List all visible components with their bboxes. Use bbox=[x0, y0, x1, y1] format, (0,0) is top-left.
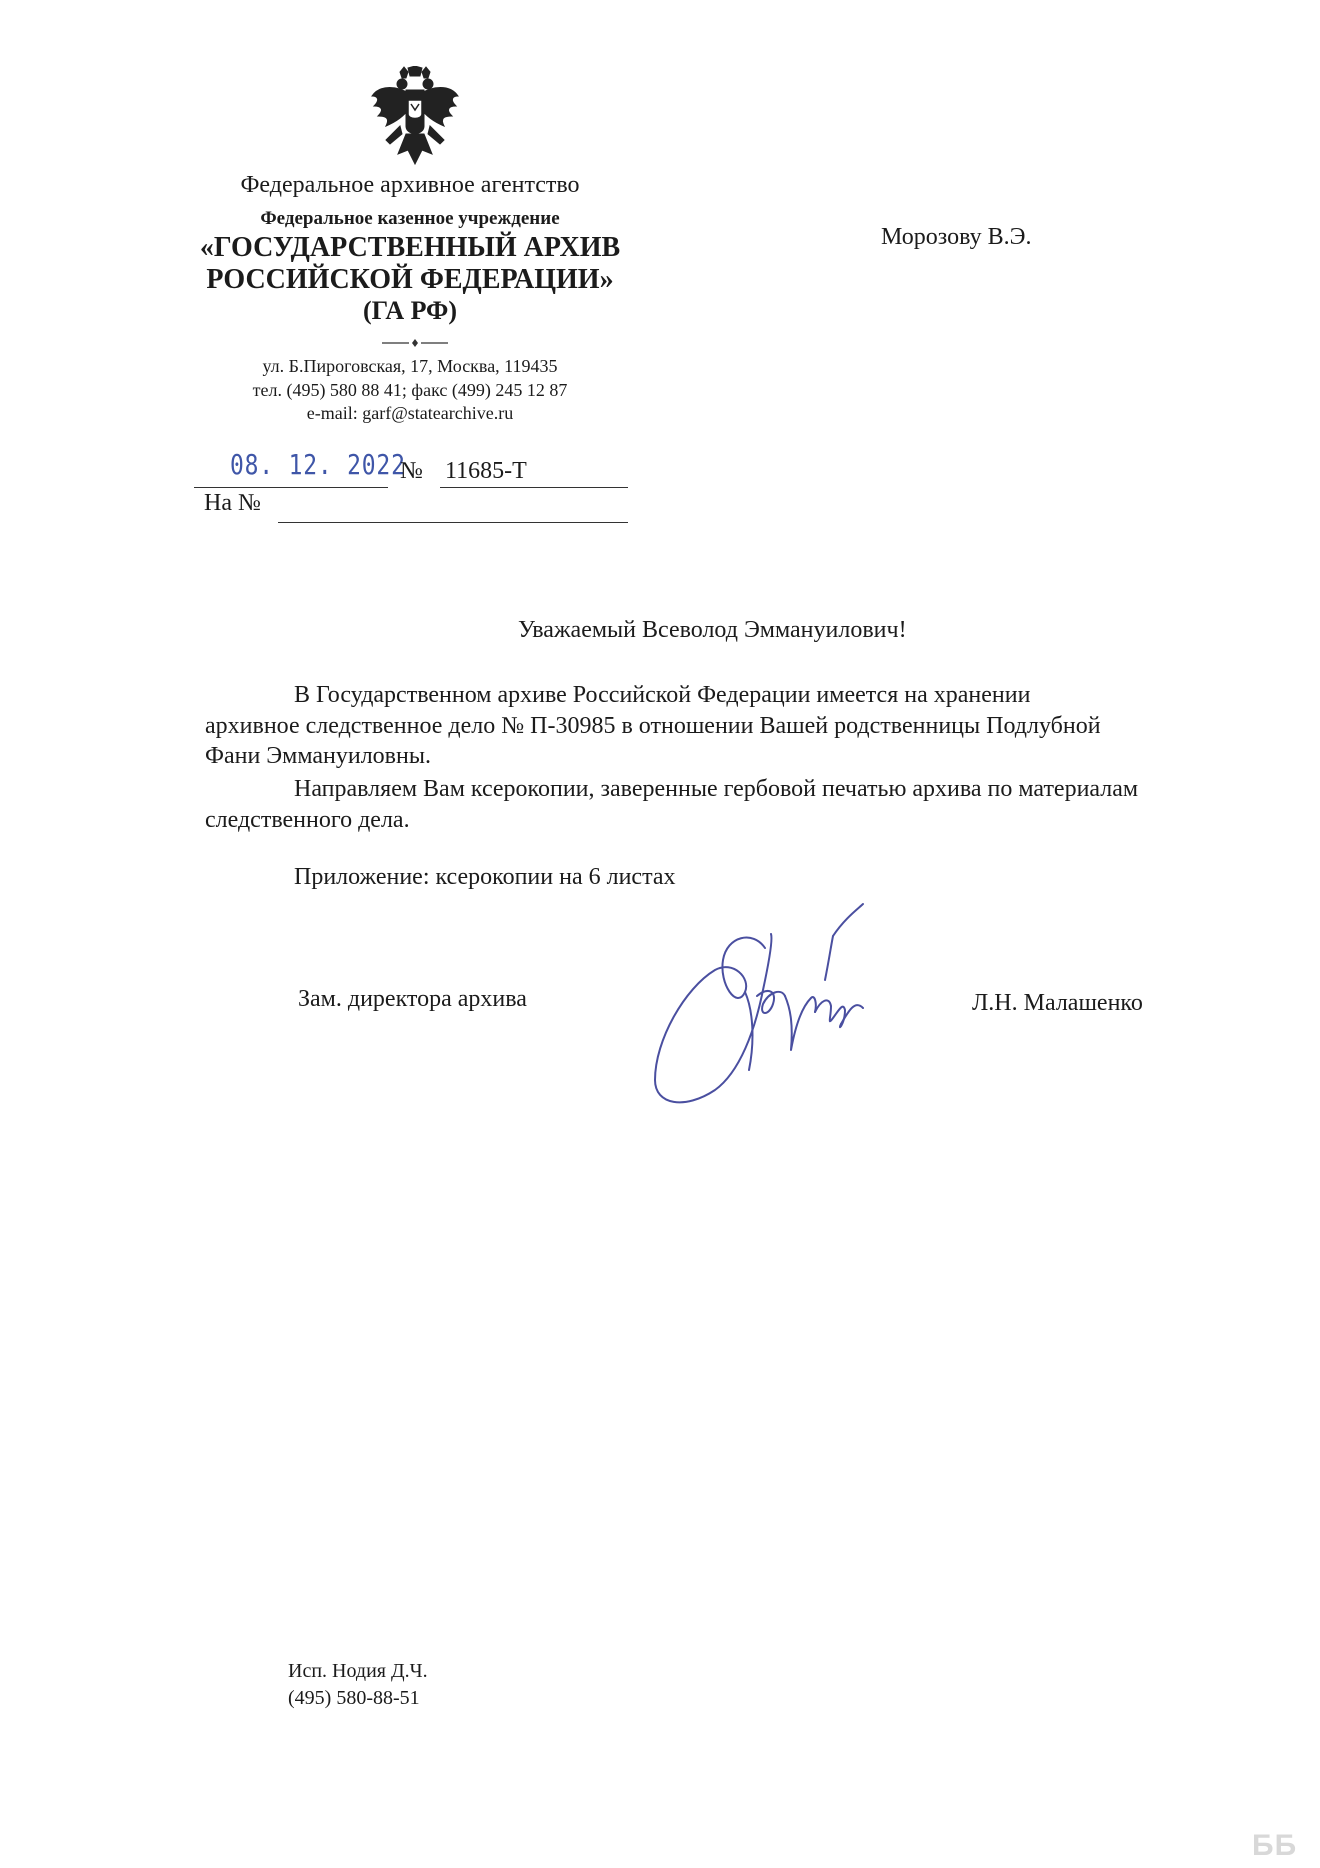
institution-name-line1: «ГОСУДАРСТВЕННЫЙ АРХИВ bbox=[199, 232, 621, 263]
paragraph-2-line-2: следственного дела. bbox=[205, 807, 410, 833]
institution-address: ул. Б.Пироговская, 17, Москва, 119435 bbox=[262, 356, 558, 376]
number-underline bbox=[440, 487, 628, 488]
enclosure-note: Приложение: ксерокопии на 6 листах bbox=[294, 864, 676, 890]
watermark: ББ bbox=[1252, 1829, 1298, 1862]
executor-phone: (495) 580-88-51 bbox=[288, 1687, 420, 1709]
salutation: Уважаемый Всеволод Эммануилович! bbox=[518, 617, 907, 643]
executor-name: Исп. Нодия Д.Ч. bbox=[288, 1660, 428, 1682]
institution-phone-fax: тел. (495) 580 88 41; факс (499) 245 12 87 bbox=[252, 380, 568, 400]
addressee: Морозову В.Э. bbox=[881, 224, 1032, 250]
number-sign: № bbox=[400, 458, 423, 484]
signatory-position: Зам. директора архива bbox=[298, 986, 527, 1012]
signatory-name: Л.Н. Малашенко bbox=[972, 990, 1143, 1016]
institution-email: e-mail: garf@statearchive.ru bbox=[306, 403, 514, 423]
reply-to-underline bbox=[278, 522, 628, 523]
russian-coat-of-arms-icon bbox=[370, 66, 460, 168]
date-underline bbox=[194, 487, 388, 488]
reply-to-label: На № bbox=[204, 490, 261, 516]
outgoing-date-stamp: 08. 12. 2022 bbox=[230, 448, 406, 481]
agency-name: Федеральное архивное агентство bbox=[240, 172, 580, 198]
paragraph-1-line-2: архивное следственное дело № П-30985 в отношении Вашей родственницы Подлубной bbox=[205, 713, 1101, 739]
paragraph-2-line-1: Направляем Вам ксерокопии, заверенные гербовой печатью архива по материалам bbox=[294, 776, 1139, 802]
ornament-divider-icon bbox=[380, 336, 450, 350]
institution-type: Федеральное казенное учреждение bbox=[260, 208, 560, 229]
institution-name-line2: РОССИЙСКОЙ ФЕДЕРАЦИИ» bbox=[206, 264, 614, 295]
paragraph-1-line-1: В Государственном архиве Российской Федерации имеется на хранении bbox=[294, 682, 1031, 708]
outgoing-number: 11685-Т bbox=[445, 458, 527, 484]
paragraph-1-line-3: Фани Эммануиловны. bbox=[205, 743, 431, 769]
handwritten-signature-icon bbox=[645, 900, 885, 1115]
institution-abbreviation: (ГА РФ) bbox=[362, 296, 458, 325]
